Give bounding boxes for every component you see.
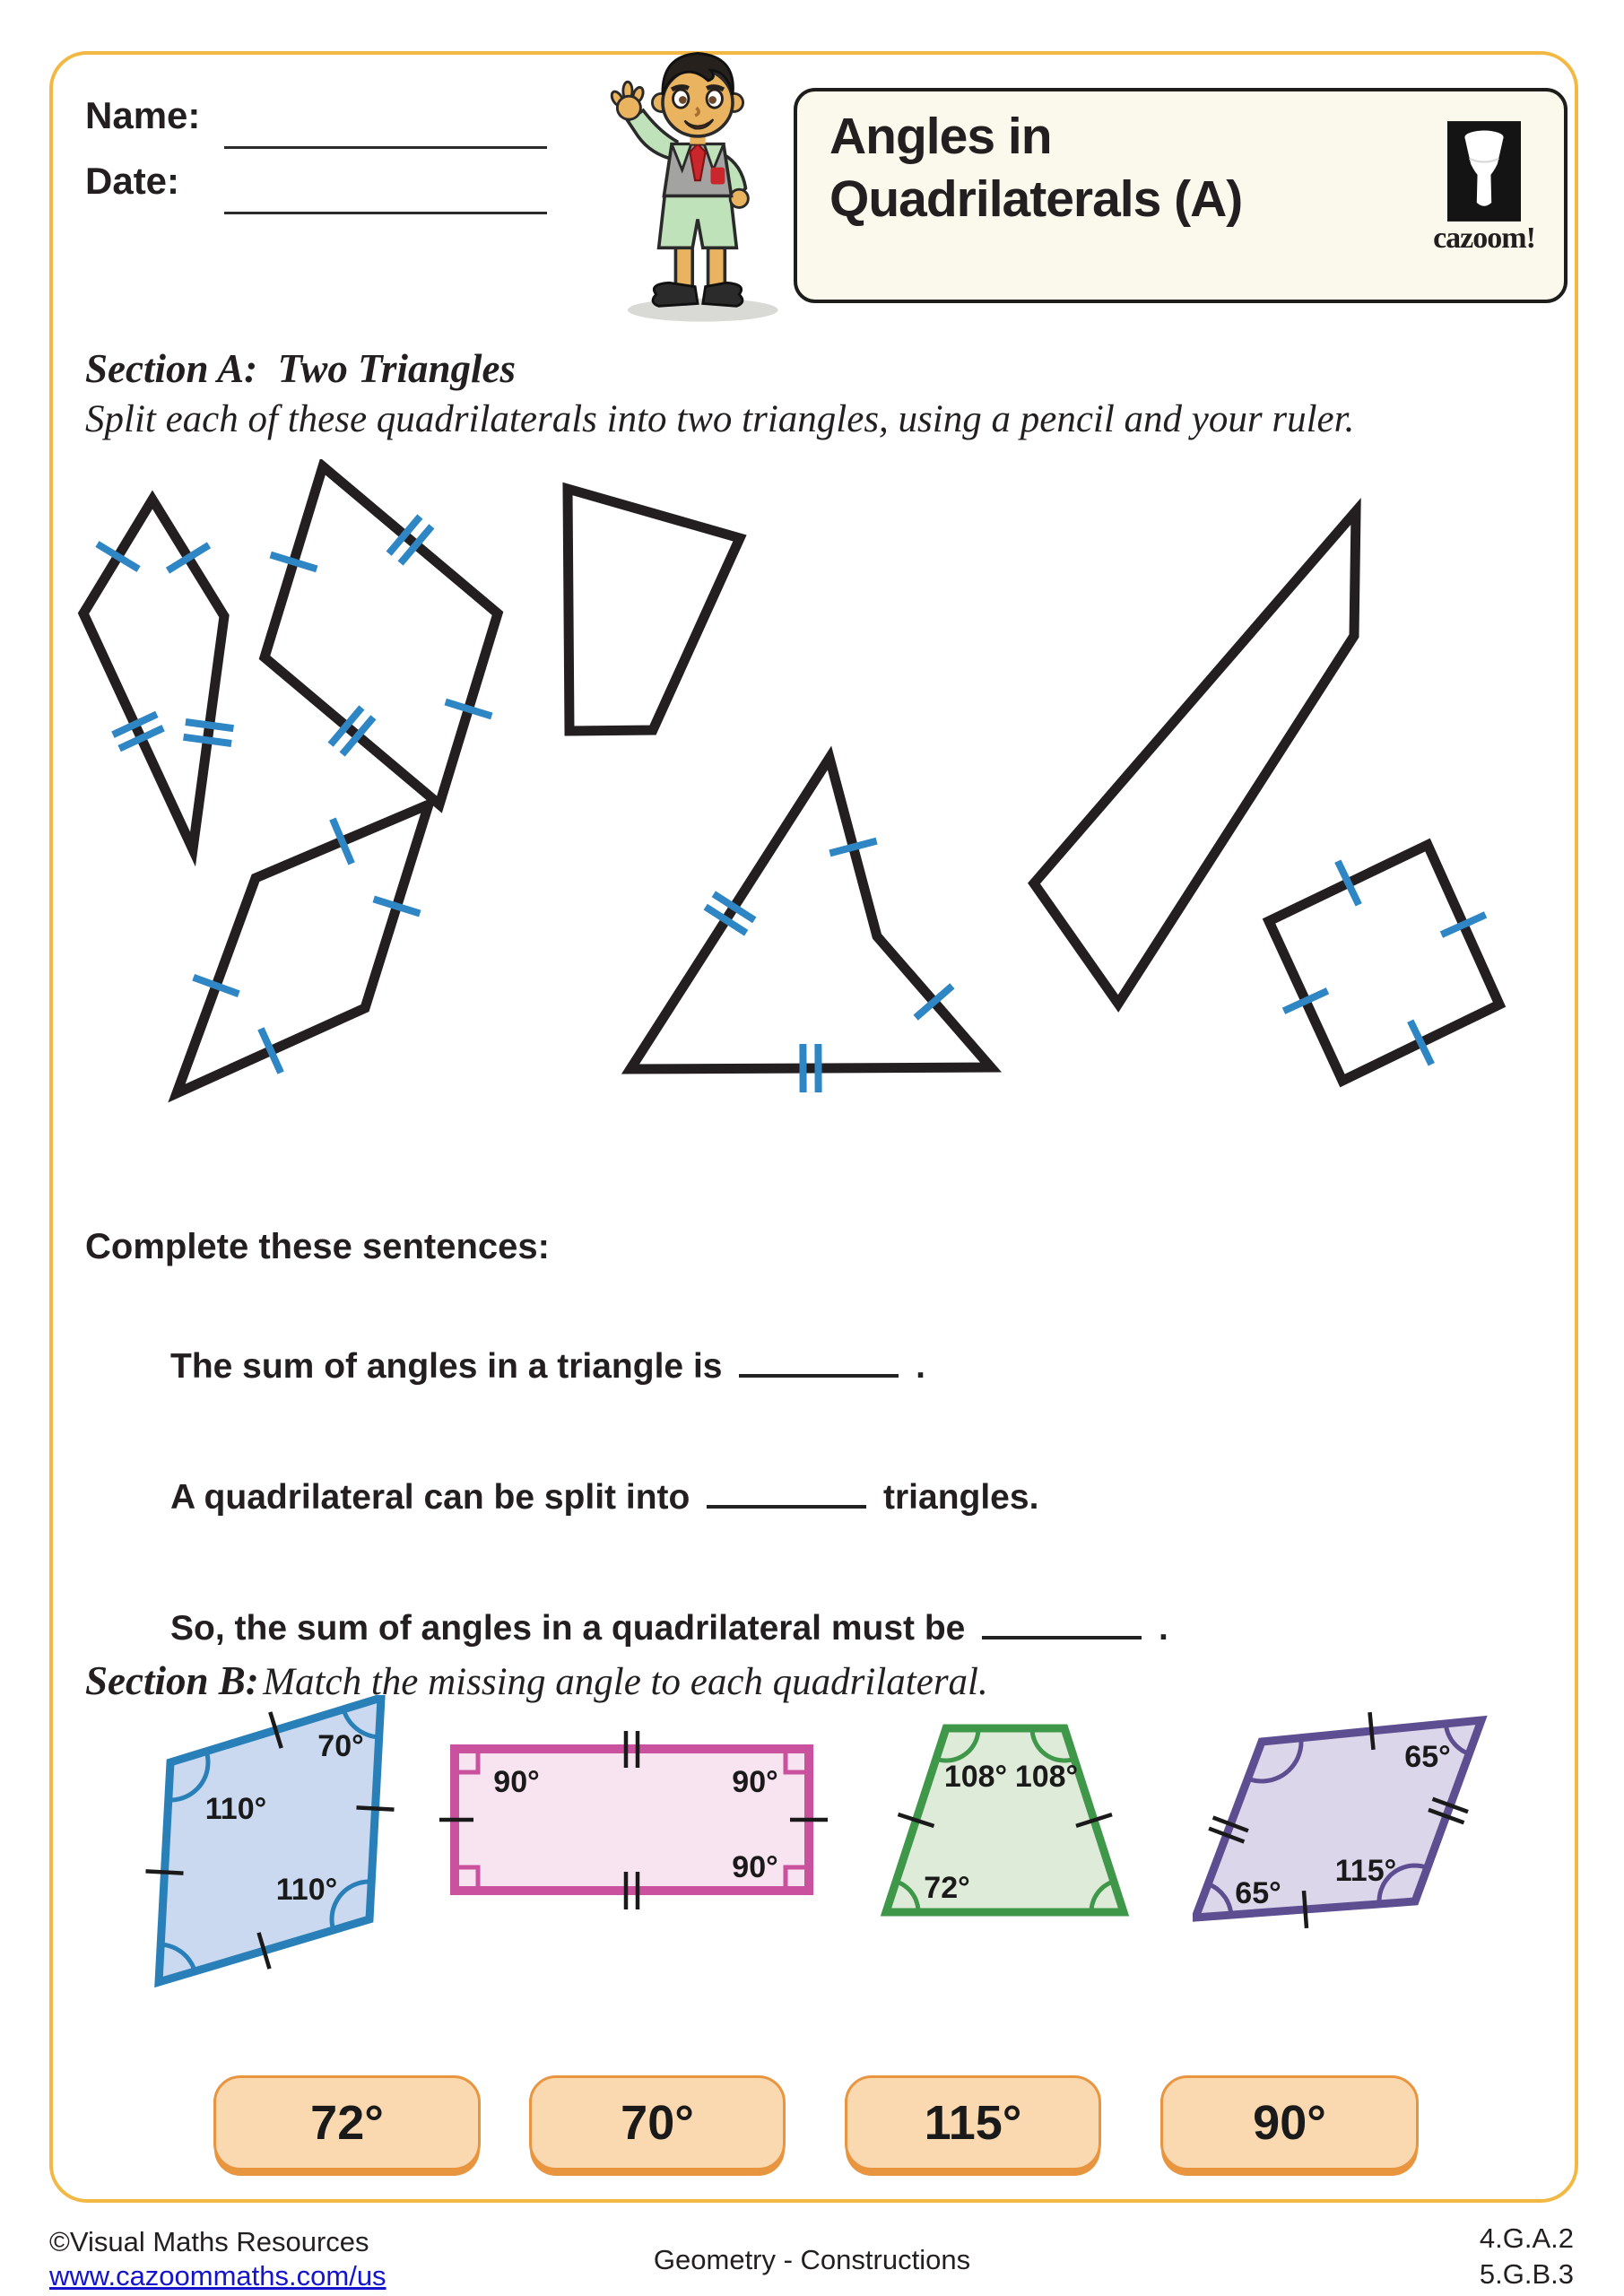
answer-chip-72-label: 72° <box>310 2096 384 2150</box>
sentence-1-period: . <box>916 1347 925 1386</box>
angle-label-110-top: 110° <box>204 1792 267 1826</box>
angle-label-90-tr: 90° <box>732 1765 778 1799</box>
quad-square <box>1269 845 1499 1081</box>
title-line-2: Quadrilaterals (A) <box>829 170 1243 228</box>
section-b-instruction: Match the missing angle to each quadrilateral. <box>263 1661 988 1703</box>
shape-parallelogram-blue[interactable] <box>90 1695 475 2000</box>
title-line-1: Angles in <box>829 108 1052 165</box>
sentence-2-blank[interactable] <box>707 1474 866 1509</box>
cazoom-drum-icon <box>1447 121 1521 222</box>
quad-trapezoid-plain <box>568 489 740 731</box>
shape-parallelogram-purple[interactable] <box>1193 1695 1498 1937</box>
angle-label-90-br: 90° <box>732 1850 778 1884</box>
answer-chip-115-label: 115° <box>924 2096 1022 2150</box>
sentence-3 <box>170 1605 1168 1648</box>
logo-wordmark: cazoom! <box>1433 222 1535 255</box>
answer-chip-90-label: 90° <box>1253 2096 1326 2150</box>
section-b-label: Section B: <box>85 1658 259 1703</box>
angle-label-115: 115° <box>1334 1854 1397 1888</box>
angle-label-90-tl: 90° <box>493 1765 540 1799</box>
answer-chip-115[interactable] <box>845 2075 1101 2170</box>
angle-label-65-bottom: 65° <box>1235 1876 1281 1910</box>
sentence-1-text: The sum of angles in a triangle is <box>170 1347 723 1386</box>
dart-tick-marks <box>706 841 952 1092</box>
rectangle-tick-marks <box>271 517 492 754</box>
angle-label-108-left: 108° <box>943 1760 1008 1794</box>
angle-label-110-bottom: 110° <box>275 1873 338 1907</box>
shape-rectangle-pink[interactable] <box>439 1731 834 1919</box>
sentences-heading: Complete these sentences: <box>85 1227 550 1266</box>
cazoom-logo <box>1430 121 1538 256</box>
sentence-2-suffix: triangles. <box>883 1478 1039 1517</box>
sentence-2-text: A quadrilateral can be split into <box>170 1478 690 1517</box>
sentence-3-period: . <box>1159 1609 1168 1648</box>
shape-trapezoid-green[interactable] <box>861 1722 1157 1928</box>
sentence-1 <box>170 1344 925 1387</box>
section-a-label: Section A: <box>85 346 258 391</box>
date-label: Date: <box>85 160 180 202</box>
quad-long-sliver <box>1034 511 1356 1004</box>
answer-chip-70[interactable] <box>529 2075 786 2170</box>
name-label: Name: <box>85 94 201 136</box>
answer-chip-90[interactable] <box>1160 2075 1419 2170</box>
quad-rhombus <box>177 804 429 1093</box>
section-a-heading <box>85 345 516 392</box>
footer-standard-2: 5.G.B.3 <box>1479 2258 1574 2290</box>
angle-label-70: 70° <box>317 1729 364 1763</box>
section-a-instruction: Split each of these quadrilaterals into two triangles, using a pencil and your ruler. <box>85 398 1355 440</box>
footer-copyright: ©Visual Maths Resources <box>49 2226 369 2257</box>
answer-chip-72[interactable] <box>213 2075 481 2170</box>
sentence-1-blank[interactable] <box>739 1344 899 1378</box>
footer-category: Geometry - Constructions <box>653 2244 971 2275</box>
page-title <box>829 106 1403 230</box>
quad-rotated-rectangle <box>265 466 498 804</box>
answer-chip-70-label: 70° <box>621 2096 694 2150</box>
angle-label-65-top: 65° <box>1404 1740 1451 1774</box>
boy-waving-icon <box>581 40 814 326</box>
section-a-shapes-canvas[interactable] <box>49 459 1574 1145</box>
date-input-line[interactable] <box>224 212 547 214</box>
footer-standard-1: 4.G.A.2 <box>1479 2222 1574 2254</box>
footer-link[interactable]: www.cazoommaths.com/us <box>49 2260 386 2292</box>
section-a-topic: Two Triangles <box>277 346 517 391</box>
mascot-boy-illustration <box>581 40 814 326</box>
sentence-3-blank[interactable] <box>982 1605 1142 1639</box>
square-tick-marks <box>1284 861 1486 1065</box>
sentence-2 <box>170 1474 1038 1518</box>
angle-label-72: 72° <box>924 1871 970 1905</box>
angle-label-108-right: 108° <box>1014 1760 1079 1794</box>
name-input-line[interactable] <box>224 146 547 149</box>
quad-dart <box>630 758 991 1069</box>
sentence-3-text: So, the sum of angles in a quadrilateral must be <box>170 1609 966 1648</box>
